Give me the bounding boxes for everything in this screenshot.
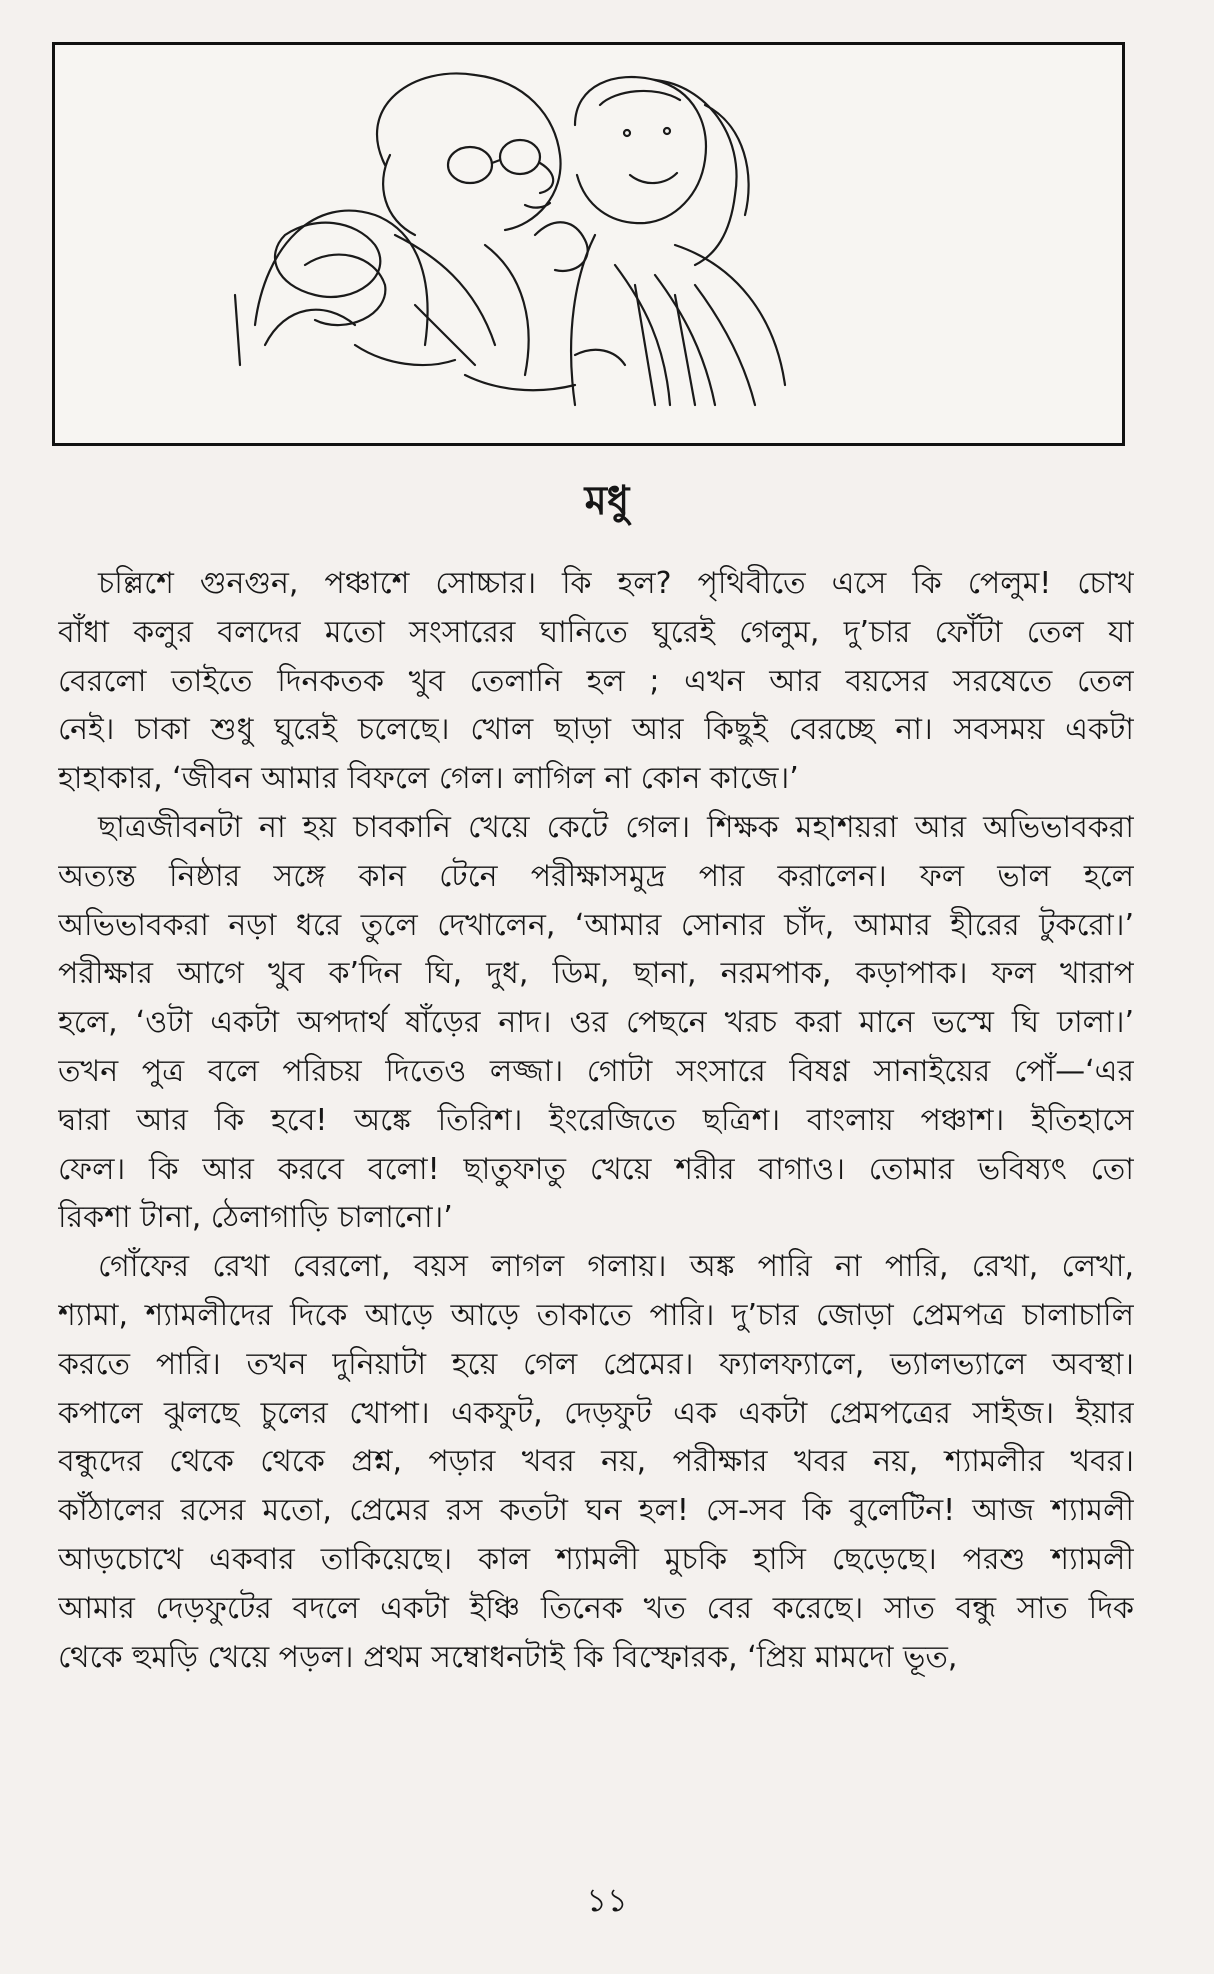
text-line: বন্ধুদের থেকে থেকে প্রশ্ন, পড়ার খবর নয়, পরীক্ষার খবর নয়, শ্যামলীর খবর।	[58, 1444, 1134, 1480]
text-line: পরীক্ষার আগে খুব ক’দিন ঘি, দুধ, ডিম, ছানা, নরমপাক, কড়াপাক। ফল খারাপ	[58, 956, 1134, 992]
text-line: বেরলো তাইতে দিনকতক খুব তেলানি হল ; এখন আর বয়সের সরষেতে তেল	[58, 663, 1134, 699]
text-line: বাঁধা কলুর বলদের মতো সংসারের ঘানিতে ঘুরেই গেলুম, দু’চার ফোঁটা তেল যা	[58, 614, 1134, 650]
text-line: ফেল। কি আর করবে বলো! ছাতুফাতু খেয়ে শরীর বাগাও। তোমার ভবিষ্যৎ তো	[58, 1151, 1134, 1187]
page-number: ১১	[586, 1881, 628, 1919]
sketch-illustration	[55, 45, 1122, 443]
body-text	[58, 560, 1134, 1682]
text-line: ছাত্রজীবনটা না হয় চাবকানি খেয়ে কেটে গেল। শিক্ষক মহাশয়রা আর অভিভাবকরা	[98, 809, 1134, 845]
text-line: গোঁফের রেখা বেরলো, বয়স লাগল গলায়। অঙ্ক পারি না পারি, রেখা, লেখা,	[98, 1249, 1134, 1285]
text-line: নেই। চাকা শুধু ঘুরেই চলেছে। খোল ছাড়া আর কিছুই বেরচ্ছে না। সবসময় একটা	[58, 712, 1134, 748]
text-line: তখন পুত্র বলে পরিচয় দিতেও লজ্জা। গোটা সংসারে বিষণ্ণ সানাইয়ের পোঁ—‘এর	[58, 1053, 1134, 1089]
text-line: দ্বারা আর কি হবে! অঙ্কে তিরিশ। ইংরেজিতে ছত্রিশ। বাংলায় পঞ্চাশ। ইতিহাসে	[58, 1102, 1134, 1138]
text-line: রিকশা টানা, ঠেলাগাড়ি চালানো।’	[58, 1200, 453, 1236]
text-line: আমার দেড়ফুটের বদলে একটা ইঞ্চি তিনেক খত বের করেছে। সাত বন্ধু সাত দিক	[58, 1590, 1134, 1626]
text-line: হলে, ‘ওটা একটা অপদার্থ ষাঁড়ের নাদ। ওর পেছনে খরচ করা মানে ভস্মে ঘি ঢালা।’	[58, 1005, 1134, 1041]
illustration-frame	[52, 42, 1125, 446]
text-line: করতে পারি। তখন দুনিয়াটা হয়ে গেল প্রেমের। ফ্যালফ্যালে, ভ্যালভ্যালে অবস্থা।	[58, 1346, 1134, 1382]
text-line: অত্যন্ত নিষ্ঠার সঙ্গে কান টেনে পরীক্ষাসমুদ্র পার করালেন। ফল ভাল হলে	[58, 858, 1134, 894]
text-line: শ্যামা, শ্যামলীদের দিকে আড়ে আড়ে তাকাতে পারি। দু’চার জোড়া প্রেমপত্র চালাচালি	[58, 1297, 1134, 1333]
text-line: কপালে ঝুলছে চুলের খোপা। একফুট, দেড়ফুট এক একটা প্রেমপত্রের সাইজ। ইয়ার	[58, 1395, 1134, 1431]
text-line: অভিভাবকরা নড়া ধরে তুলে দেখালেন, ‘আমার সোনার চাঁদ, আমার হীরের টুকরো।’	[58, 907, 1134, 943]
text-line: কাঁঠালের রসের মতো, প্রেমের রস কতটা ঘন হল! সে-সব কি বুলেটিন! আজ শ্যামলী	[58, 1493, 1134, 1529]
text-line: আড়চোখে একবার তাকিয়েছে। কাল শ্যামলী মুচকি হাসি ছেড়েছে। পরশু শ্যামলী	[58, 1541, 1134, 1577]
chapter-title: মধু	[584, 478, 630, 524]
text-line: থেকে হুমড়ি খেয়ে পড়ল। প্রথম সম্বোধনটাই কি বিস্ফোরক, ‘প্রিয় মামদো ভূত,	[58, 1639, 958, 1675]
text-line: হাহাকার, ‘জীবন আমার বিফলে গেল। লাগিল না কোন কাজে।’	[58, 761, 799, 797]
text-line: চল্লিশে গুনগুন, পঞ্চাশে সোচ্চার। কি হল? পৃথিবীতে এসে কি পেলুম! চোখ	[98, 566, 1134, 601]
